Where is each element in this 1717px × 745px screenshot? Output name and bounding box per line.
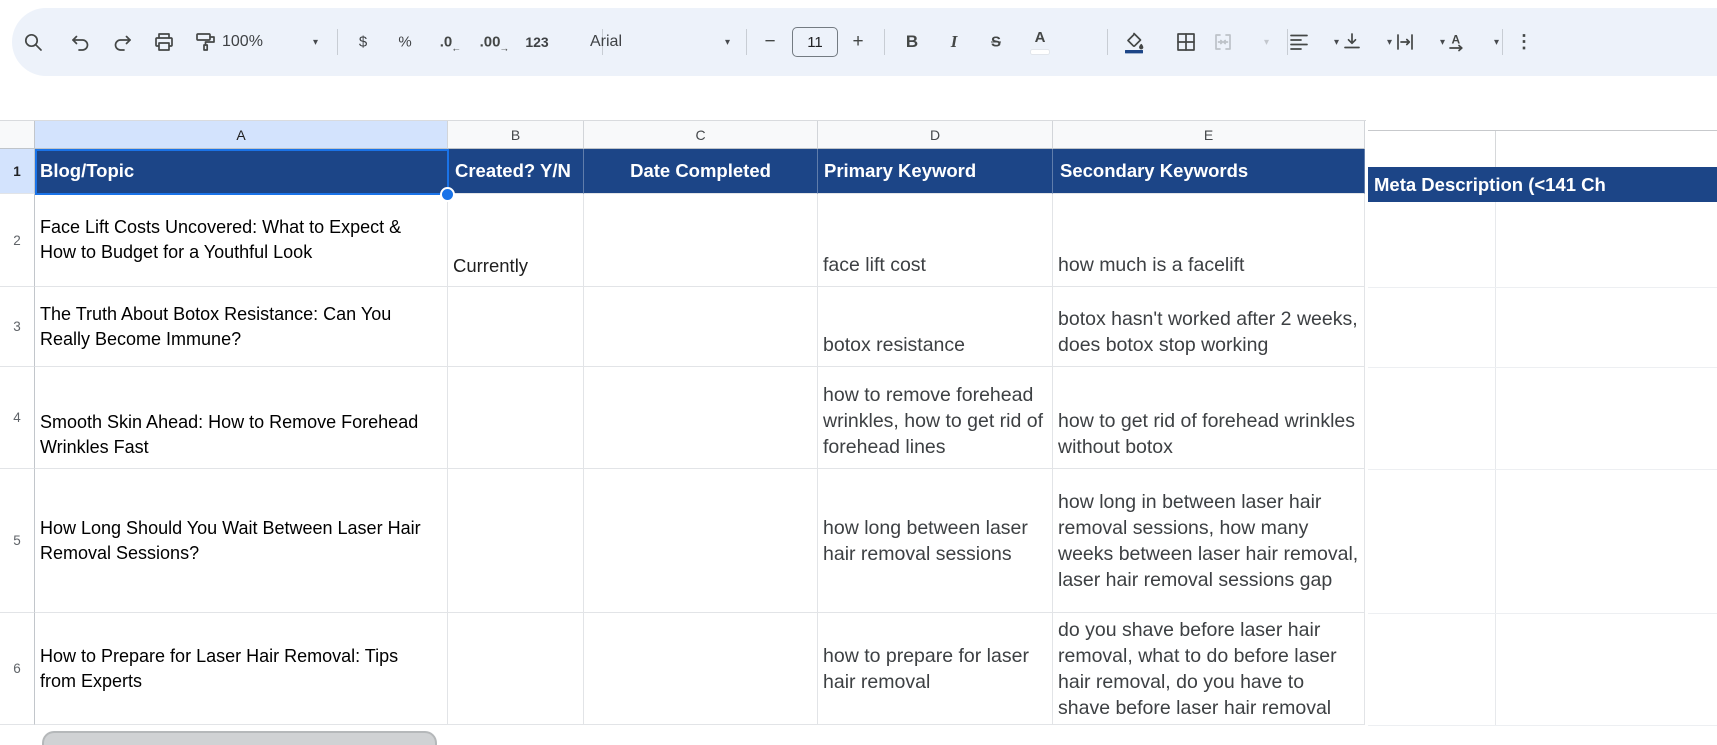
zoom-value: 100% <box>222 33 263 50</box>
zoom-dropdown[interactable] <box>222 33 318 51</box>
svg-text:A: A <box>1451 32 1461 47</box>
chevron-down-icon: ▾ <box>1439 36 1445 48</box>
toolbar-divider <box>1107 29 1108 55</box>
cell-E1[interactable] <box>1053 149 1365 194</box>
cell-A6[interactable] <box>35 613 448 725</box>
italic-button[interactable]: I <box>950 32 958 51</box>
row-header-4[interactable] <box>0 367 35 469</box>
merge-cells-button[interactable] <box>1211 30 1269 54</box>
cell-D1[interactable] <box>818 149 1053 194</box>
cell-A2[interactable] <box>35 194 448 287</box>
chevron-down-icon: ▾ <box>1493 36 1499 48</box>
cell-text: how much is a facelift <box>1058 254 1245 276</box>
right-pane-gridline <box>1368 613 1717 614</box>
row-header-5[interactable] <box>0 469 35 613</box>
cell-C5[interactable] <box>584 469 818 613</box>
cell-B2[interactable] <box>448 194 584 287</box>
arrow-right-icon: → <box>499 43 510 55</box>
cell-text: how to get rid of forehead wrinkles without botox <box>1058 410 1355 458</box>
chevron-down-icon: ▾ <box>1263 36 1269 48</box>
cell-text: Secondary Keywords <box>1060 160 1249 181</box>
cell-E6[interactable] <box>1053 613 1365 725</box>
toolbar-divider <box>884 29 885 55</box>
cell-text: How to Prepare for Laser Hair Removal: Tips from Experts <box>40 645 399 691</box>
align-left-icon <box>1287 30 1311 54</box>
cell-B5[interactable] <box>448 469 584 613</box>
cell-D2[interactable] <box>818 194 1053 287</box>
font-family-value: Arial <box>590 33 623 50</box>
text-wrap-button[interactable] <box>1393 30 1445 54</box>
text-rotation-icon <box>1445 30 1469 54</box>
redo-icon[interactable] <box>110 30 134 54</box>
arrow-left-icon: ← <box>451 43 462 55</box>
cell-A3[interactable] <box>35 287 448 367</box>
right-pane-gridline <box>1368 367 1717 368</box>
cell-text: Blog/Topic <box>40 160 135 181</box>
increase-decimal-button[interactable] <box>479 33 510 55</box>
cell-D4[interactable] <box>818 367 1053 469</box>
formula-bar <box>0 84 1717 120</box>
right-pane-gridline <box>1368 287 1717 288</box>
toolbar-divider <box>337 29 338 55</box>
print-icon[interactable] <box>152 30 176 54</box>
fill-color-button[interactable] <box>1122 30 1146 54</box>
merge-cells-icon <box>1211 30 1235 54</box>
chevron-down-icon: ▾ <box>1386 36 1392 48</box>
cell-text: The Truth About Botox Resistance: Can You Really Become Immune? <box>40 303 392 349</box>
row-number: 4 <box>13 410 21 425</box>
borders-icon[interactable] <box>1174 30 1198 54</box>
column-letter: B <box>510 126 521 143</box>
bold-button[interactable]: B <box>905 32 919 51</box>
cell-text: face lift cost <box>823 254 926 276</box>
decrease-decimal-button[interactable] <box>439 33 462 55</box>
chevron-down-icon: ▾ <box>1333 36 1339 48</box>
font-family-dropdown[interactable] <box>590 33 730 51</box>
cell-A4[interactable] <box>35 367 448 469</box>
cell-E3[interactable] <box>1053 287 1365 367</box>
cell-text: Primary Keyword <box>824 160 977 181</box>
cell-B3[interactable] <box>448 287 584 367</box>
row-number: 2 <box>13 232 21 248</box>
text-color-swatch <box>1031 50 1049 54</box>
cell-text: how to prepare for laser hair removal <box>823 644 1029 693</box>
text-wrap-icon <box>1393 30 1417 54</box>
column-letter: D <box>929 126 941 143</box>
toolbar-divider <box>746 29 747 55</box>
search-icon[interactable] <box>21 30 45 54</box>
text-color-button[interactable] <box>1029 29 1051 55</box>
cell-text: How Long Should You Wait Between Laser Hair Removal Sessions? <box>40 517 421 563</box>
increase-font-size-button[interactable]: + <box>852 31 864 52</box>
cell-text: Smooth Skin Ahead: How to Remove Forehead Wrinkles Fast <box>40 412 419 457</box>
column-letter: C <box>695 126 706 143</box>
embedded-object-top-edge <box>42 731 437 745</box>
fill-handle[interactable] <box>440 187 455 202</box>
column-letter: A <box>236 126 246 143</box>
text-color-icon: A <box>1029 29 1051 55</box>
cell-text: Meta Description (<141 Ch <box>1374 173 1606 195</box>
cell-B1[interactable] <box>448 149 584 194</box>
cell-B6[interactable] <box>448 613 584 725</box>
cell-D3[interactable] <box>818 287 1053 367</box>
cell-E2[interactable] <box>1053 194 1365 287</box>
column-header-C[interactable] <box>584 121 818 149</box>
decrease-font-size-button[interactable]: − <box>764 31 776 52</box>
font-size-input[interactable] <box>792 27 838 57</box>
cell-text: do you shave before laser hair removal, what to do before laser hair removal, do you have to shave before laser hair removal <box>1058 618 1337 719</box>
cell-text: botox resistance <box>823 334 965 356</box>
cell-text: Date Completed <box>630 160 771 181</box>
format-percent-button[interactable]: % <box>398 33 412 51</box>
cell-A5[interactable] <box>35 469 448 613</box>
cell-text: Currently <box>453 255 529 276</box>
right-pane-gridline <box>1368 725 1717 726</box>
font-size-value: 11 <box>792 27 838 57</box>
column-letter: E <box>1203 126 1214 143</box>
toolbar <box>0 0 1717 84</box>
align-bottom-icon <box>1340 30 1364 54</box>
cell-C4[interactable] <box>584 367 818 469</box>
cell-D6[interactable] <box>818 613 1053 725</box>
decrease-decimal-label: .0 ← <box>439 33 462 55</box>
cell-text: how long between laser hair removal sessions <box>823 516 1028 565</box>
cell-D5[interactable] <box>818 469 1053 613</box>
column-header-B[interactable] <box>448 121 584 149</box>
cell-text: Face Lift Costs Uncovered: What to Expect & How to Budget for a Youthful Look <box>40 217 402 262</box>
row-header-6[interactable] <box>0 613 35 725</box>
cell-A1[interactable] <box>35 149 448 194</box>
row-number: 3 <box>13 319 21 334</box>
cell-E4[interactable] <box>1053 367 1365 469</box>
row-header-1[interactable] <box>0 149 35 194</box>
cell-E5[interactable] <box>1053 469 1365 613</box>
vertical-align-button[interactable] <box>1340 30 1392 54</box>
chevron-down-icon: ▾ <box>724 36 730 48</box>
cell-C6[interactable] <box>584 613 818 725</box>
number-format-button[interactable]: 123 <box>525 34 549 50</box>
right-pane-gridline <box>1495 202 1496 725</box>
cell-B4[interactable] <box>448 367 584 469</box>
row-header-3[interactable] <box>0 287 35 367</box>
horizontal-align-button[interactable] <box>1287 30 1339 54</box>
row-header-2[interactable] <box>0 194 35 287</box>
column-header-D[interactable] <box>818 121 1053 149</box>
paint-format-icon[interactable] <box>194 30 218 54</box>
cell-text: how long in between laser hair removal sessions, how many weeks between laser hair removal, laser hair removal sessions gap <box>1058 490 1359 591</box>
row-number: 5 <box>13 533 21 548</box>
column-header-A[interactable] <box>35 121 448 149</box>
cell-C2[interactable] <box>584 194 818 287</box>
increase-decimal-label: .00 → <box>479 33 510 55</box>
cell-text: how to remove forehead wrinkles, how to get rid of forehead lines <box>823 384 1044 458</box>
strikethrough-button[interactable]: S <box>990 33 1002 51</box>
right-pane-gridline <box>1495 131 1496 167</box>
cell-text: botox hasn't worked after 2 weeks, does botox stop working <box>1058 308 1358 356</box>
cell-C3[interactable] <box>584 287 818 367</box>
right-pane-top-border <box>1368 130 1717 131</box>
cell-C1[interactable] <box>584 149 818 194</box>
row-number: 1 <box>13 163 21 179</box>
undo-icon[interactable] <box>69 30 93 54</box>
cell-F1[interactable] <box>1368 167 1717 202</box>
cell-text: Created? Y/N <box>455 160 571 181</box>
chevron-down-icon: ▾ <box>312 36 318 48</box>
select-all-corner[interactable] <box>0 121 35 149</box>
row-number: 6 <box>13 661 21 676</box>
right-pane-gridline <box>1368 469 1717 470</box>
more-options-button[interactable]: ⋮ <box>1515 31 1533 52</box>
toolbar-divider <box>1502 29 1503 55</box>
text-rotation-button[interactable] <box>1445 30 1499 54</box>
column-header-E[interactable] <box>1053 121 1365 149</box>
format-currency-button[interactable]: $ <box>358 33 368 51</box>
